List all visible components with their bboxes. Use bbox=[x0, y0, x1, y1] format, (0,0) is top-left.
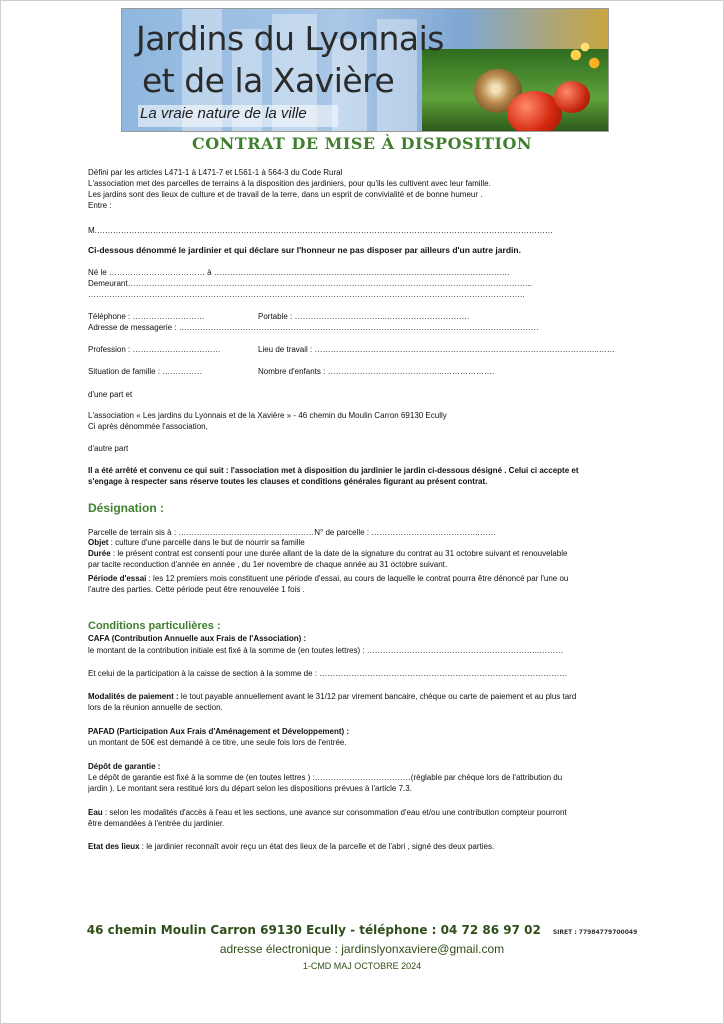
footer-email[interactable]: adresse électronique : jardinslyonxaviere@gmail.com bbox=[219, 942, 505, 956]
footer-address: 46 chemin Moulin Carron 69130 Ecully - téléphone : 04 72 86 97 02 SIRET : 77984779700049 bbox=[86, 923, 638, 937]
deposit-title: Dépôt de garantie : bbox=[88, 762, 161, 771]
trial-line: Période d'essai : les 12 premiers mois constituent une période d'essai, au cours de laquelle le contrat pourra être dénoncé par l'une ou bbox=[88, 574, 569, 583]
footer-version: 1-CMD MAJ OCTOBRE 2024 bbox=[302, 961, 422, 971]
header-banner bbox=[121, 8, 609, 132]
section-fund-field[interactable]: Et celui de la participation à la caisse de section à la somme de : ………………………………………………………………………………… bbox=[88, 669, 568, 678]
party-two-label: d'autre part bbox=[88, 444, 129, 453]
siret-number: SIRET : 77984779700049 bbox=[552, 929, 638, 936]
water-line-2: être demandées à l'entrée du jardinier. bbox=[88, 819, 225, 828]
intro-line-1: Défini par les articles L471-1 à L471-7 et L561-1 à 564-3 du Code Rural bbox=[88, 168, 343, 177]
conditions-heading: Conditions particulières : bbox=[88, 620, 221, 632]
intro-line-2: L'association met des parcelles de terrains à la disposition des jardiniers, pour qu'ils les cultivent avec leur famille. bbox=[88, 179, 491, 188]
intro-entre: Entre : bbox=[88, 201, 112, 210]
pafad-title: PAFAD (Participation Aux Frais d'Aménagement et Développement) : bbox=[88, 727, 350, 736]
address-field[interactable]: Demeurant…………………………………………………………………………………………………………………………………….. bbox=[88, 279, 533, 288]
deposit-field[interactable]: Le dépôt de garantie est fixé à la somme de (en toutes lettres ) :………………………………(réglable par chèque lors de l'attribution du bbox=[88, 773, 563, 782]
birth-field[interactable]: Né le ……………………………… à ………………………………………………………………………………………………… bbox=[88, 268, 510, 277]
address-field-2[interactable]: ……………………………………………………………………………………………………………………………………………….. bbox=[88, 290, 525, 299]
cafa-title: CAFA (Contribution Annuelle aux Frais de l'Association) : bbox=[88, 634, 307, 643]
deposit-text-2: jardin ). Le montant sera restitué lors du départ selon les dispositions prévues à l'article 7.3. bbox=[88, 784, 412, 793]
document-title: CONTRAT DE MISE À DISPOSITION bbox=[191, 134, 533, 153]
object-line: Objet : culture d'une parcelle dans le but de nourrir sa famille bbox=[88, 538, 305, 547]
designation-heading: Désignation : bbox=[88, 501, 165, 515]
trial-line-2: l'autre des parties. Cette période peut être renouvelée 1 fois . bbox=[88, 585, 305, 594]
cafa-amount-field[interactable]: le montant de la contribution initiale est fixé à la somme de (en toutes lettres) : ………………………………………………………..……… bbox=[88, 646, 564, 655]
association-line-1: L'association « Les jardins du Lyonnais et de la Xavière » - 46 chemin du Moulin Carron 69130 Ecully bbox=[88, 411, 447, 420]
plot-field[interactable]: Parcelle de terrain sis à : ……………………………………………N° de parcelle : …………………………………..…… bbox=[88, 528, 496, 537]
pafad-text: un montant de 50€ est demandé à ce titre, une seule fois lors de l'entrée. bbox=[88, 738, 347, 747]
inventory-line: Etat des lieux : le jardinier reconnaît avoir reçu un état des lieux de la parcelle et de l'abri , signé des deux parties. bbox=[88, 842, 495, 851]
workplace-field[interactable]: Lieu de travail : ……………………………………………………………………………………………..…… bbox=[258, 345, 615, 354]
mobile-field[interactable]: Portable : ……………………………..…………………………. bbox=[258, 312, 470, 321]
email-field[interactable]: Adresse de messagerie : ……………………………………………………………………………………………………………………… bbox=[88, 323, 539, 332]
party-one-label: d'une part et bbox=[88, 390, 133, 399]
logo-tagline: La vraie nature de la ville bbox=[140, 105, 307, 122]
phone-field[interactable]: Téléphone : ……………………… bbox=[88, 312, 205, 321]
profession-field[interactable]: Profession : …………………………… bbox=[88, 345, 221, 354]
agreement-line-1: Il a été arrêté et convenu ce qui suit : l'association met à disposition du jardinier le jardin ci-dessous désigné . Celui ci accepte et bbox=[88, 466, 579, 475]
duration-line-2: par tacite reconduction d'année en année , du 1er novembre de chaque année au 31 octobre suivant. bbox=[88, 560, 448, 569]
payment-line-2: lors de la réunion annuelle de section. bbox=[88, 703, 223, 712]
agreement-line-2: s'engage à respecter sans réserve toutes les clauses et conditions générales figurant au présent contrat. bbox=[88, 477, 488, 486]
children-field[interactable]: Nombre d'enfants : ……………………………………..………………. bbox=[258, 367, 495, 376]
water-line: Eau : selon les modalités d'accès à l'eau et les sections, une avance sur consommation d'eau et/ou une contribution compteur pourront bbox=[88, 808, 567, 817]
name-field[interactable]: M.……………………………………………………………………………………………………………………………………………………… bbox=[88, 226, 553, 235]
family-status-field[interactable]: Situation de famille : …………… bbox=[88, 367, 203, 376]
logo-title-line1: Jardins du Lyonnais bbox=[136, 19, 444, 58]
duration-line: Durée : le présent contrat est consenti pour une durée allant de la date de la signature du contrat au 31 octobre suivant et renouvelable bbox=[88, 549, 568, 558]
payment-line: Modalités de paiement : le tout payable annuellement avant le 31/12 par virement bancaire, chèque ou carte de paiement et au plus tard bbox=[88, 692, 577, 701]
association-line-2: Ci après dénommée l'association, bbox=[88, 422, 208, 431]
intro-line-3: Les jardins sont des lieux de culture et de travail de la terre, dans un esprit de convivialité et de bonne humeur . bbox=[88, 190, 483, 199]
declaration: Ci-dessous dénommé le jardinier et qui déclare sur l'honneur ne pas disposer par ailleurs d'un autre jardin. bbox=[88, 245, 521, 255]
logo-title-line2: et de la Xavière bbox=[142, 61, 395, 100]
